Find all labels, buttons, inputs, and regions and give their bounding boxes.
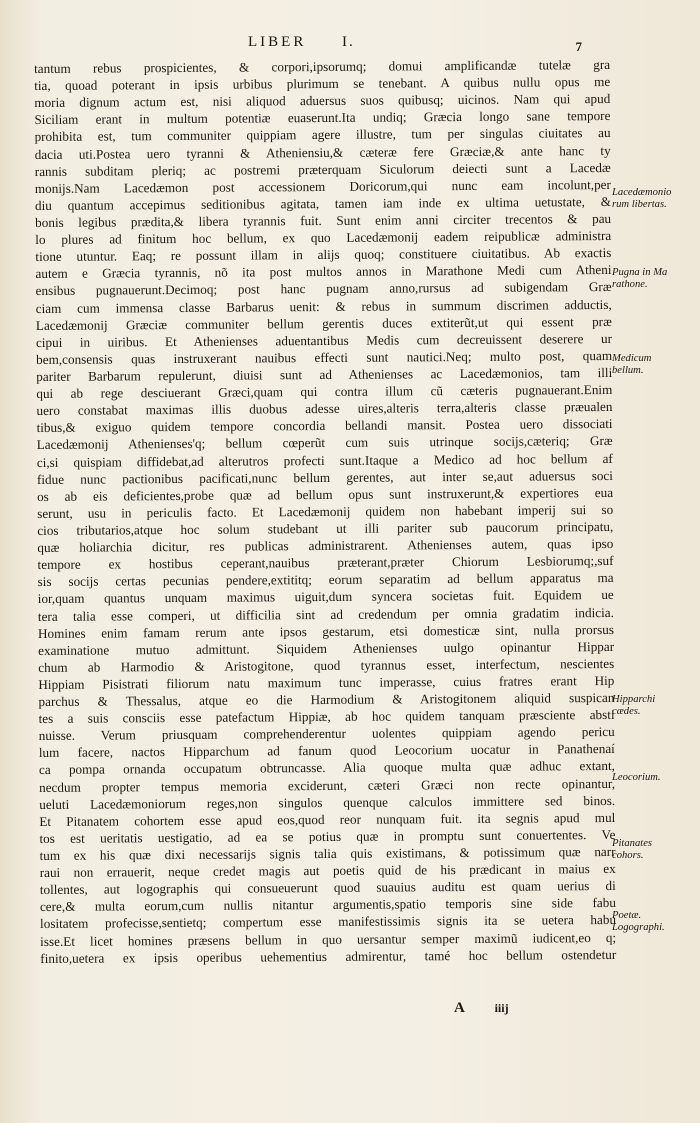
text-line: qui ab rege desciuerant Græci,quam qui contra illum cũ cæteris pugnauerant.Enim [36,382,613,402]
signature-mark [454,1000,594,1020]
text-line: chum ab Harmodio & Aristogitone, quod tyrannus esset, interfectum, nescientes [38,655,615,675]
text-line: Lacedæmonij Græciæ communiter bellum gerentis duces extiterũt,ut qui essent præ [35,313,612,333]
text-line: necdum propter tempus memoria exciderunt, cæteri Græci non recte opinantur, [39,775,616,795]
signature-letter: A [454,1000,473,1016]
folio-number: 7 [575,39,582,54]
text-line: ciam cum immensa classe Barbarus uenit: & rebus in summum discrimen adductis, [35,296,612,316]
text-line: Et Pitanatem cohortem esse apud eos,quod reor nunquam fuit. ita segnis apud mul [39,809,616,829]
margin-note-line: rum libertas. [612,199,667,210]
running-head [0,34,700,56]
text-line: raui non errauerit, neque credet magis aut poetis quid de his prædicant in maius ex [39,861,616,881]
text-line: Hippiam Pisistrati filiorum natu maximum tunc imperasse, cuius fratres erant Hip [38,672,615,692]
text-line: Homines enim famam rerum ante ipsos gestarum, etsi domesticæ sint, nulla prorsus [37,621,615,641]
margin-note-leocorium [612,772,698,784]
body-text [34,56,616,967]
text-line: bem,consensis quas instruxerant nauibus effecti sunt nautici.Neq; multo post, quam [36,347,613,367]
text-line: serunt, usu in periculis facto. Et Lacedæmonij quidem non habebant imperij sui so [37,501,614,521]
text-line: examinatione mutuo admittunt. Siquidem Athenienses uulgo opinantur Hippar [38,638,615,658]
text-line: nuisse. Verum priusquam comprehenderentur uolentes quippiam agendo pericu [38,724,615,744]
text-line: finito,uetera ex ipsis operibus uehementius admirentur, tamé hoc bellum ostendetur [40,946,617,966]
text-line: ueluti Lacedæmoniorum reges,non singulos quenque calculos immittere sed binos. [39,792,616,812]
text-line: tos est ueritatis uestigatio, ad ea se potius quæ in promptu sunt conuertentes. Ve [39,826,616,846]
text-line: isse.Et licet homines præsens bellum in quo uersantur semper maximũ iudicent,eo q; [40,929,617,949]
margin-note-line: Pitanates [612,838,653,849]
text-line: ca pompa ornanda occupatum obtruncasse. Alia quoque multa quæ adhuc extant, [38,758,615,778]
margin-note-line: cohors. [612,850,644,861]
text-line: pariter Barbarum repulerunt, diuisi sunt ad Athenienses ac Lacedæmonios, tam illi [36,364,613,384]
text-line: tes a suis consciis esse patefactum Hippiæ, ab hoc quidem tanquam præsciente absti [38,707,615,727]
margin-note-lacedaemonio [612,187,698,211]
running-head-title: LIBER [248,34,307,50]
text-line: fidue nunc pactionibus pacificati,nunc bellum gerentes, aut inter se,aut aduersus soci [36,467,613,487]
margin-note-pitanates [612,838,698,862]
text-line: tia, quoad poterant in ipsis urbibus plurimum se tenebant. A quibus nullu opus me [34,74,611,94]
margin-note-line: Lacedæmonio [612,187,672,198]
margin-note-line: Medicum [612,353,652,364]
margin-note-line: Logographi. [612,922,665,933]
text-line: tione utuntur. Eaq; re possunt illam in alijs quoq; constituere ciuitatibus. Ab exactis [35,245,612,265]
text-line: tantum rebus prospicientes, & corpori,ipsorumq; domui amplificandæ tutelæ gra [34,56,611,76]
text-line: Lacedæmonij Athenienses'q; bellum cœperũt cum suis utrinque socijs,cæteriq; Græ [36,433,613,453]
text-line: bonis legibus prædita,& libera tyrannis fuit. Sunt enim anni circiter trecentos & pau [35,210,612,230]
text-line: parchus & Thessalus, atque eo die Harmodium & Aristogitonem aliquid suspican [38,690,615,710]
margin-note-medicum [612,353,698,377]
margin-note-poetae [612,910,698,934]
text-line: monijs.Nam Lacedæmon post accessionem Doricorum,qui nunc eam incolunt,per [34,176,611,196]
text-line: cere,& multa eorum,cum nullis nitantur argumentis,spatio temporis sine side fabu [39,895,616,915]
margin-note-line: rathone. [612,279,648,290]
text-line: cios tributarios,atque hoc solum studebant ut illi pariter sub paucorum principatu, [37,518,614,538]
text-line: quæ holiarchia dicitur, res publicas administrarent. Athenienses autem, quas ipso [37,536,614,556]
text-line: autem e Græcia tyrannis, nõ ita post multos annos in Marathone Medi cum Atheni [35,262,612,282]
text-line: lositatem profecisse,sentietq; compertum esse manifestissimis signis ita se uetera habu [39,912,617,932]
text-line: tibus,& exiguo quidem tempore concordia bellandi mansit. Postea uero dissociati [36,416,613,436]
margin-note-pugna [612,267,698,291]
margin-note-line: Pugna in Ma [612,267,668,278]
margin-note-hipparchi [612,694,698,718]
text-line: tum ex his quæ dixi necessarijs signis talia quis existimans, & potissimum quæ narr [39,843,616,864]
text-line: ior,quam quantus unquam maximus uiguit,dum syncera societas fuit. Equidem ue [37,587,614,607]
margin-note-line: bellum. [612,365,644,376]
text-line: lum facere, nactos Hipparchum ad fanum quod Leocorium uocatur in Panathenaí [38,741,615,761]
text-line: ensibus pugnauerunt.Decimoq; post hanc pugnam anno,rursus ad subigendam Græ [35,279,612,299]
margin-note-line: Poetæ. [612,910,642,921]
text-line: tera talia esse comperi, ut difficilia sint ad credendum per omnia gradatim indicia. [37,604,614,624]
text-line: tempore ex hostibus ceperant,nauibus præterant,præter Chiorum Lesbiorumq;,suf [37,553,614,573]
text-line: lo plures ad finitum hoc bellum, ex quo Lacedæmonij eadem reipublicæ administra [35,228,612,248]
text-line: prohibita est, tum communiter quippiam agere illustre, tum per singulas ciuitates au [34,125,611,145]
text-line: tollentes, aut logographis qui consueuerunt quod suauius auditu est quam uerius di [39,878,616,898]
text-line: rannis subditam pleriq; ac postremi præterquam Siculorum deiecti sunt a Lacedæ [34,159,611,179]
text-line: cipui in uiribus. Et Athenienses aduentantibus Medis cum decreuissent deserere ur [35,330,613,350]
text-line: diu quantum accepimus seditionibus agitata, tamen iam inde ex ultima uetustate, & [34,193,612,213]
margin-note-line: Hipparchi [612,694,656,705]
text-line: uero constabat maximas illis duobus adesse uires,alteris terra,alteris classe præualen [36,399,613,419]
book-number: I. [342,34,355,50]
text-line: sis socijs certas pecunias pendere,extititq; eorum separatim ad bellum apparatus ma [37,570,614,590]
text-line: moria dignum actum est, nisi aliquod aduersus suos quibusq; uicinos. Nam qui apud [34,91,611,111]
signature-number: iiij [494,1001,509,1015]
text-line: ci,si quispiam diffidebat,ad alterutros profecti sunt.Itaque a Medico ad hoc bellum af [36,450,613,470]
text-line: Siciliam erant in multum potentiæ euaserunt.Ita undiq; Græcia longo sane tempore [34,108,611,128]
margin-note-line: Leocorium. [612,772,661,783]
text-line: dacia uti.Postea uero tyranni & Atheniensiu,& cæteræ fere Græciæ,& ante hanc ty [34,142,611,162]
text-line: os ab eis deficientes,probe quæ ad bellum opus sunt instruxerunt,& expertiores eua [36,484,614,504]
margin-note-line: cædes. [612,706,641,717]
